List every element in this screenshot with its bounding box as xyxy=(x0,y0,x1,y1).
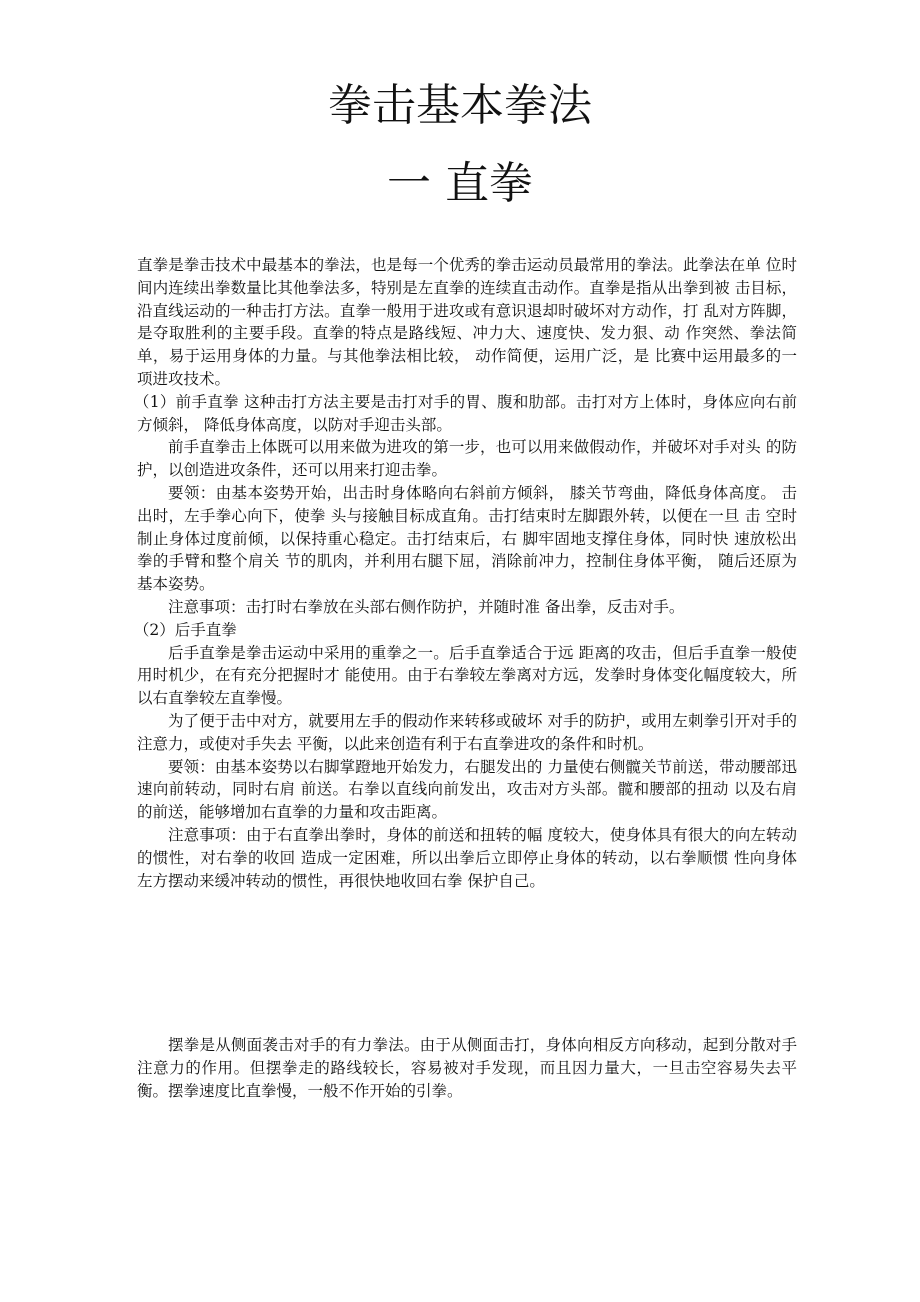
paragraph: 要领：由基本姿势以右脚掌蹬地开始发力，右腿发出的 力量使右侧髋关节前送，带动腰部迅速向前转动，同时右肩 前送。右拳以直线向前发出，攻击对方头部。髋和腰部的扭动 以及右肩的前送，能够增加右直拳的力量和攻击距离。 xyxy=(137,757,797,822)
paragraph: 要领：由基本姿势开始，出击时身体略向右斜前方倾斜， 膝关节弯曲，降低身体高度。 击出时，左手拳心向下，使拳 头与接触目标成直角。击打结束时左脚跟外转，以便在一旦 击 空时制止身体过度前倾，以保持重心稳定。击打结束后，右 脚牢固地支撑住身体，同时快 速放松出拳的手臂和整个肩关 节的肌肉，并利用右腿下屈，消除前冲力，控制住身体平衡， 随后还原为基本姿势。 xyxy=(137,483,797,594)
paragraph: 前手直拳击上体既可以用来做为进攻的第一步，也可以用来做假动作，并破坏对手对头 的防护，以创造进攻条件，还可以用来打迎击拳。 xyxy=(137,438,797,480)
document-body xyxy=(133,254,797,1103)
paragraph: 注意事项：击打时右拳放在头部右侧作防护，并随时准 备出拳，反击对手。 xyxy=(168,597,685,616)
paragraph-swing-punch: 摆拳是从侧面袭击对手的有力拳法。由于从侧面击打，身体向相反方向移动，起到分散对手注意力的作用。但摆拳走的路线较长，容易被对手发现，而且因力量大，一旦击空容易失去平衡。摆拳速度比直拳慢，一般不作开始的引拳。 xyxy=(137,1036,797,1100)
paragraph: 后手直拳是拳击运动中采用的重拳之一。后手直拳适合于远 距离的攻击，但后手直拳一般使用时机少，在有充分把握时才 能使用。由于右拳较左拳离对方远，发拳时身体变化幅度较大，所以右直拳较左直拳慢。 xyxy=(137,643,797,708)
subheading-rear-straight: （2）后手直拳 xyxy=(133,620,237,639)
section-title: 一 直拳 xyxy=(387,158,533,209)
paragraph-intro: 直拳是拳击技术中最基本的拳法，也是每一个优秀的拳击运动员最常用的拳法。此拳法在单 位时间内连续出拳数量比其他拳法多，特别是左直拳的连续直击动作。直拳是指从出拳到被 击目标，沿直线运动的一种击打方法。直拳一般用于进攻或有意识退却时破坏对方动作，打 乱对方阵脚，是夺取胜利的主要手段。直拳的特点是路线短、冲力大、速度快、发力狠、动 作突然、拳法简单，易于运用身体的力量。与其他拳法相比较， 动作简便，运用广泛，是 比赛中运用最多的一项进攻技术。 xyxy=(137,256,797,388)
paragraph: 为了便于击中对方，就要用左手的假动作来转移或破坏 对手的防护，或用左刺拳引开对手的注意力，或使对手失去 平衡，以此来创造有利于右直拳进攻的条件和时机。 xyxy=(137,711,797,753)
paragraph-lead-jab: （1）前手直拳 这种击打方法主要是击打对手的胃、腹和肋部。击打对方上体时，身体应向右前方倾斜， 降低身体高度，以防对手迎击头部。 xyxy=(133,392,797,434)
document-title: 拳击基本拳法 xyxy=(328,80,592,131)
paragraph: 注意事项：由于右直拳出拳时，身体的前送和扭转的幅 度较大，使身体具有很大的向左转动的惯性，对右拳的收回 造成一定困难，所以出拳后立即停止身体的转动，以右拳顺惯 性向身体左方摆动来缓冲转动的惯性，再很快地收回右拳 保护自己。 xyxy=(137,825,797,890)
